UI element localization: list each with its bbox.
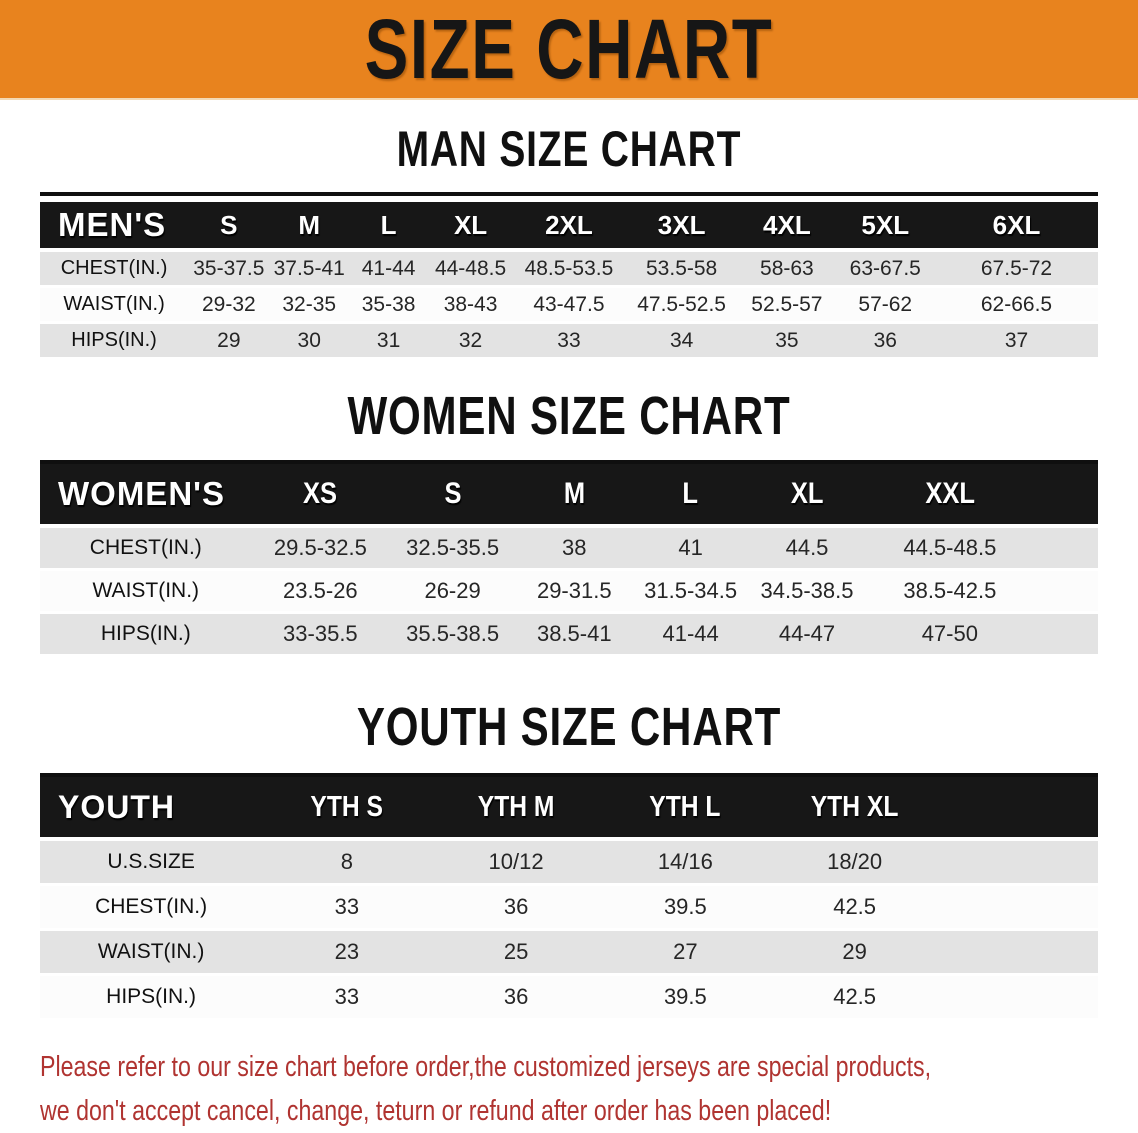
banner-title: SIZE CHART <box>364 1 774 96</box>
row-spacer-cell <box>1034 528 1098 571</box>
size-column-header: XL <box>749 464 865 528</box>
value-cell: 8 <box>262 841 431 886</box>
size-column-header: M <box>270 202 349 252</box>
measurement-row <box>40 841 1098 886</box>
women-size-chart-heading <box>0 386 1138 446</box>
row-label-cell: HIPS(IN.) <box>40 324 188 360</box>
value-cell: 44.5-48.5 <box>865 528 1034 571</box>
value-cell: 44.5 <box>749 528 865 571</box>
row-spacer-cell <box>939 886 1098 931</box>
value-cell: 29 <box>770 931 939 976</box>
youth-size-chart-heading <box>0 697 1138 757</box>
value-cell: 33 <box>513 324 625 360</box>
value-cell: 63-67.5 <box>836 252 935 288</box>
size-column-header: M <box>516 464 632 528</box>
row-label-cell: CHEST(IN.) <box>40 252 188 288</box>
value-cell: 43-47.5 <box>513 288 625 324</box>
value-cell: 48.5-53.5 <box>513 252 625 288</box>
value-cell: 44-47 <box>749 614 865 657</box>
value-cell: 18/20 <box>770 841 939 886</box>
value-cell: 42.5 <box>770 976 939 1021</box>
value-cell: 53.5-58 <box>625 252 738 288</box>
youth-size-chart-heading-text: YOUTH SIZE CHART <box>356 697 782 757</box>
value-cell: 10/12 <box>431 841 600 886</box>
size-column-header: L <box>632 464 748 528</box>
row-spacer-cell <box>939 976 1098 1021</box>
measurement-row <box>40 252 1098 288</box>
row-label-cell: WAIST(IN.) <box>40 931 262 976</box>
size-column-header: 5XL <box>836 202 935 252</box>
row-label-cell: HIPS(IN.) <box>40 614 252 657</box>
size-column-header: 3XL <box>625 202 738 252</box>
value-cell: 27 <box>601 931 770 976</box>
measurement-row <box>40 886 1098 931</box>
value-cell: 32-35 <box>270 288 349 324</box>
value-cell: 37 <box>935 324 1098 360</box>
size-column-header: S <box>188 202 269 252</box>
value-cell: 47-50 <box>865 614 1034 657</box>
value-cell: 35-38 <box>349 288 428 324</box>
value-cell: 47.5-52.5 <box>625 288 738 324</box>
value-cell: 29-31.5 <box>516 571 632 614</box>
value-cell: 41-44 <box>632 614 748 657</box>
value-cell: 44-48.5 <box>428 252 513 288</box>
value-cell: 23.5-26 <box>252 571 390 614</box>
measurement-row <box>40 288 1098 324</box>
value-cell: 57-62 <box>836 288 935 324</box>
size-column-header: XS <box>252 464 390 528</box>
size-column-header: YTH L <box>601 777 770 841</box>
measurement-row <box>40 571 1098 614</box>
value-cell: 37.5-41 <box>270 252 349 288</box>
value-cell: 67.5-72 <box>935 252 1098 288</box>
header-spacer-cell <box>939 777 1098 841</box>
value-cell: 31.5-34.5 <box>632 571 748 614</box>
size-column-header: S <box>389 464 516 528</box>
table-header-row <box>40 777 1098 841</box>
value-cell: 35-37.5 <box>188 252 269 288</box>
value-cell: 38.5-42.5 <box>865 571 1034 614</box>
value-cell: 35.5-38.5 <box>389 614 516 657</box>
value-cell: 32.5-35.5 <box>389 528 516 571</box>
table-header-row <box>40 464 1098 528</box>
row-spacer-cell <box>1034 571 1098 614</box>
size-column-header: XXL <box>865 464 1034 528</box>
women-size-chart-section <box>40 460 1098 657</box>
size-column-header: YTH XL <box>770 777 939 841</box>
value-cell: 58-63 <box>738 252 835 288</box>
row-spacer-cell <box>939 841 1098 886</box>
row-label-cell: WAIST(IN.) <box>40 571 252 614</box>
women-size-table <box>40 460 1098 657</box>
size-column-header: YTH M <box>431 777 600 841</box>
value-cell: 34.5-38.5 <box>749 571 865 614</box>
value-cell: 38.5-41 <box>516 614 632 657</box>
size-chart-banner <box>0 0 1138 100</box>
women-size-chart-heading-text: WOMEN SIZE CHART <box>347 386 791 446</box>
disclaimer-text <box>40 1045 1098 1133</box>
value-cell: 35 <box>738 324 835 360</box>
man-size-chart-section <box>40 192 1098 360</box>
value-cell: 38 <box>516 528 632 571</box>
value-cell: 33 <box>262 886 431 931</box>
row-spacer-cell <box>939 931 1098 976</box>
size-column-header: 4XL <box>738 202 835 252</box>
value-cell: 36 <box>431 886 600 931</box>
value-cell: 39.5 <box>601 886 770 931</box>
men-table-top-rule <box>40 192 1098 196</box>
value-cell: 38-43 <box>428 288 513 324</box>
measurement-row <box>40 324 1098 360</box>
header-spacer-cell <box>1034 464 1098 528</box>
value-cell: 33-35.5 <box>252 614 390 657</box>
value-cell: 25 <box>431 931 600 976</box>
value-cell: 29 <box>188 324 269 360</box>
value-cell: 29.5-32.5 <box>252 528 390 571</box>
table-group-label: WOMEN'S <box>40 464 252 528</box>
value-cell: 31 <box>349 324 428 360</box>
disclaimer-line-1: Please refer to our size chart before order,the customized jerseys are special products, <box>40 1051 932 1083</box>
men-size-table <box>40 202 1098 360</box>
size-column-header: L <box>349 202 428 252</box>
value-cell: 39.5 <box>601 976 770 1021</box>
value-cell: 62-66.5 <box>935 288 1098 324</box>
disclaimer-line-2: we don't accept cancel, change, teturn or refund after order has been placed! <box>40 1095 832 1127</box>
value-cell: 36 <box>836 324 935 360</box>
value-cell: 42.5 <box>770 886 939 931</box>
size-column-header: 6XL <box>935 202 1098 252</box>
youth-size-chart-section <box>40 773 1098 1021</box>
value-cell: 52.5-57 <box>738 288 835 324</box>
measurement-row <box>40 528 1098 571</box>
value-cell: 33 <box>262 976 431 1021</box>
measurement-row <box>40 976 1098 1021</box>
value-cell: 26-29 <box>389 571 516 614</box>
value-cell: 41 <box>632 528 748 571</box>
row-label-cell: HIPS(IN.) <box>40 976 262 1021</box>
table-header-row <box>40 202 1098 252</box>
value-cell: 29-32 <box>188 288 269 324</box>
row-label-cell: CHEST(IN.) <box>40 886 262 931</box>
table-group-label: MEN'S <box>40 202 188 252</box>
man-size-chart-heading-text: MAN SIZE CHART <box>396 121 742 177</box>
row-spacer-cell <box>1034 614 1098 657</box>
row-label-cell: CHEST(IN.) <box>40 528 252 571</box>
value-cell: 14/16 <box>601 841 770 886</box>
row-label-cell: WAIST(IN.) <box>40 288 188 324</box>
size-column-header: XL <box>428 202 513 252</box>
table-group-label: YOUTH <box>40 777 262 841</box>
size-column-header: 2XL <box>513 202 625 252</box>
youth-size-table <box>40 773 1098 1021</box>
value-cell: 30 <box>270 324 349 360</box>
value-cell: 41-44 <box>349 252 428 288</box>
measurement-row <box>40 931 1098 976</box>
man-size-chart-heading <box>0 120 1138 178</box>
value-cell: 36 <box>431 976 600 1021</box>
value-cell: 34 <box>625 324 738 360</box>
value-cell: 32 <box>428 324 513 360</box>
value-cell: 23 <box>262 931 431 976</box>
row-label-cell: U.S.SIZE <box>40 841 262 886</box>
size-column-header: YTH S <box>262 777 431 841</box>
measurement-row <box>40 614 1098 657</box>
